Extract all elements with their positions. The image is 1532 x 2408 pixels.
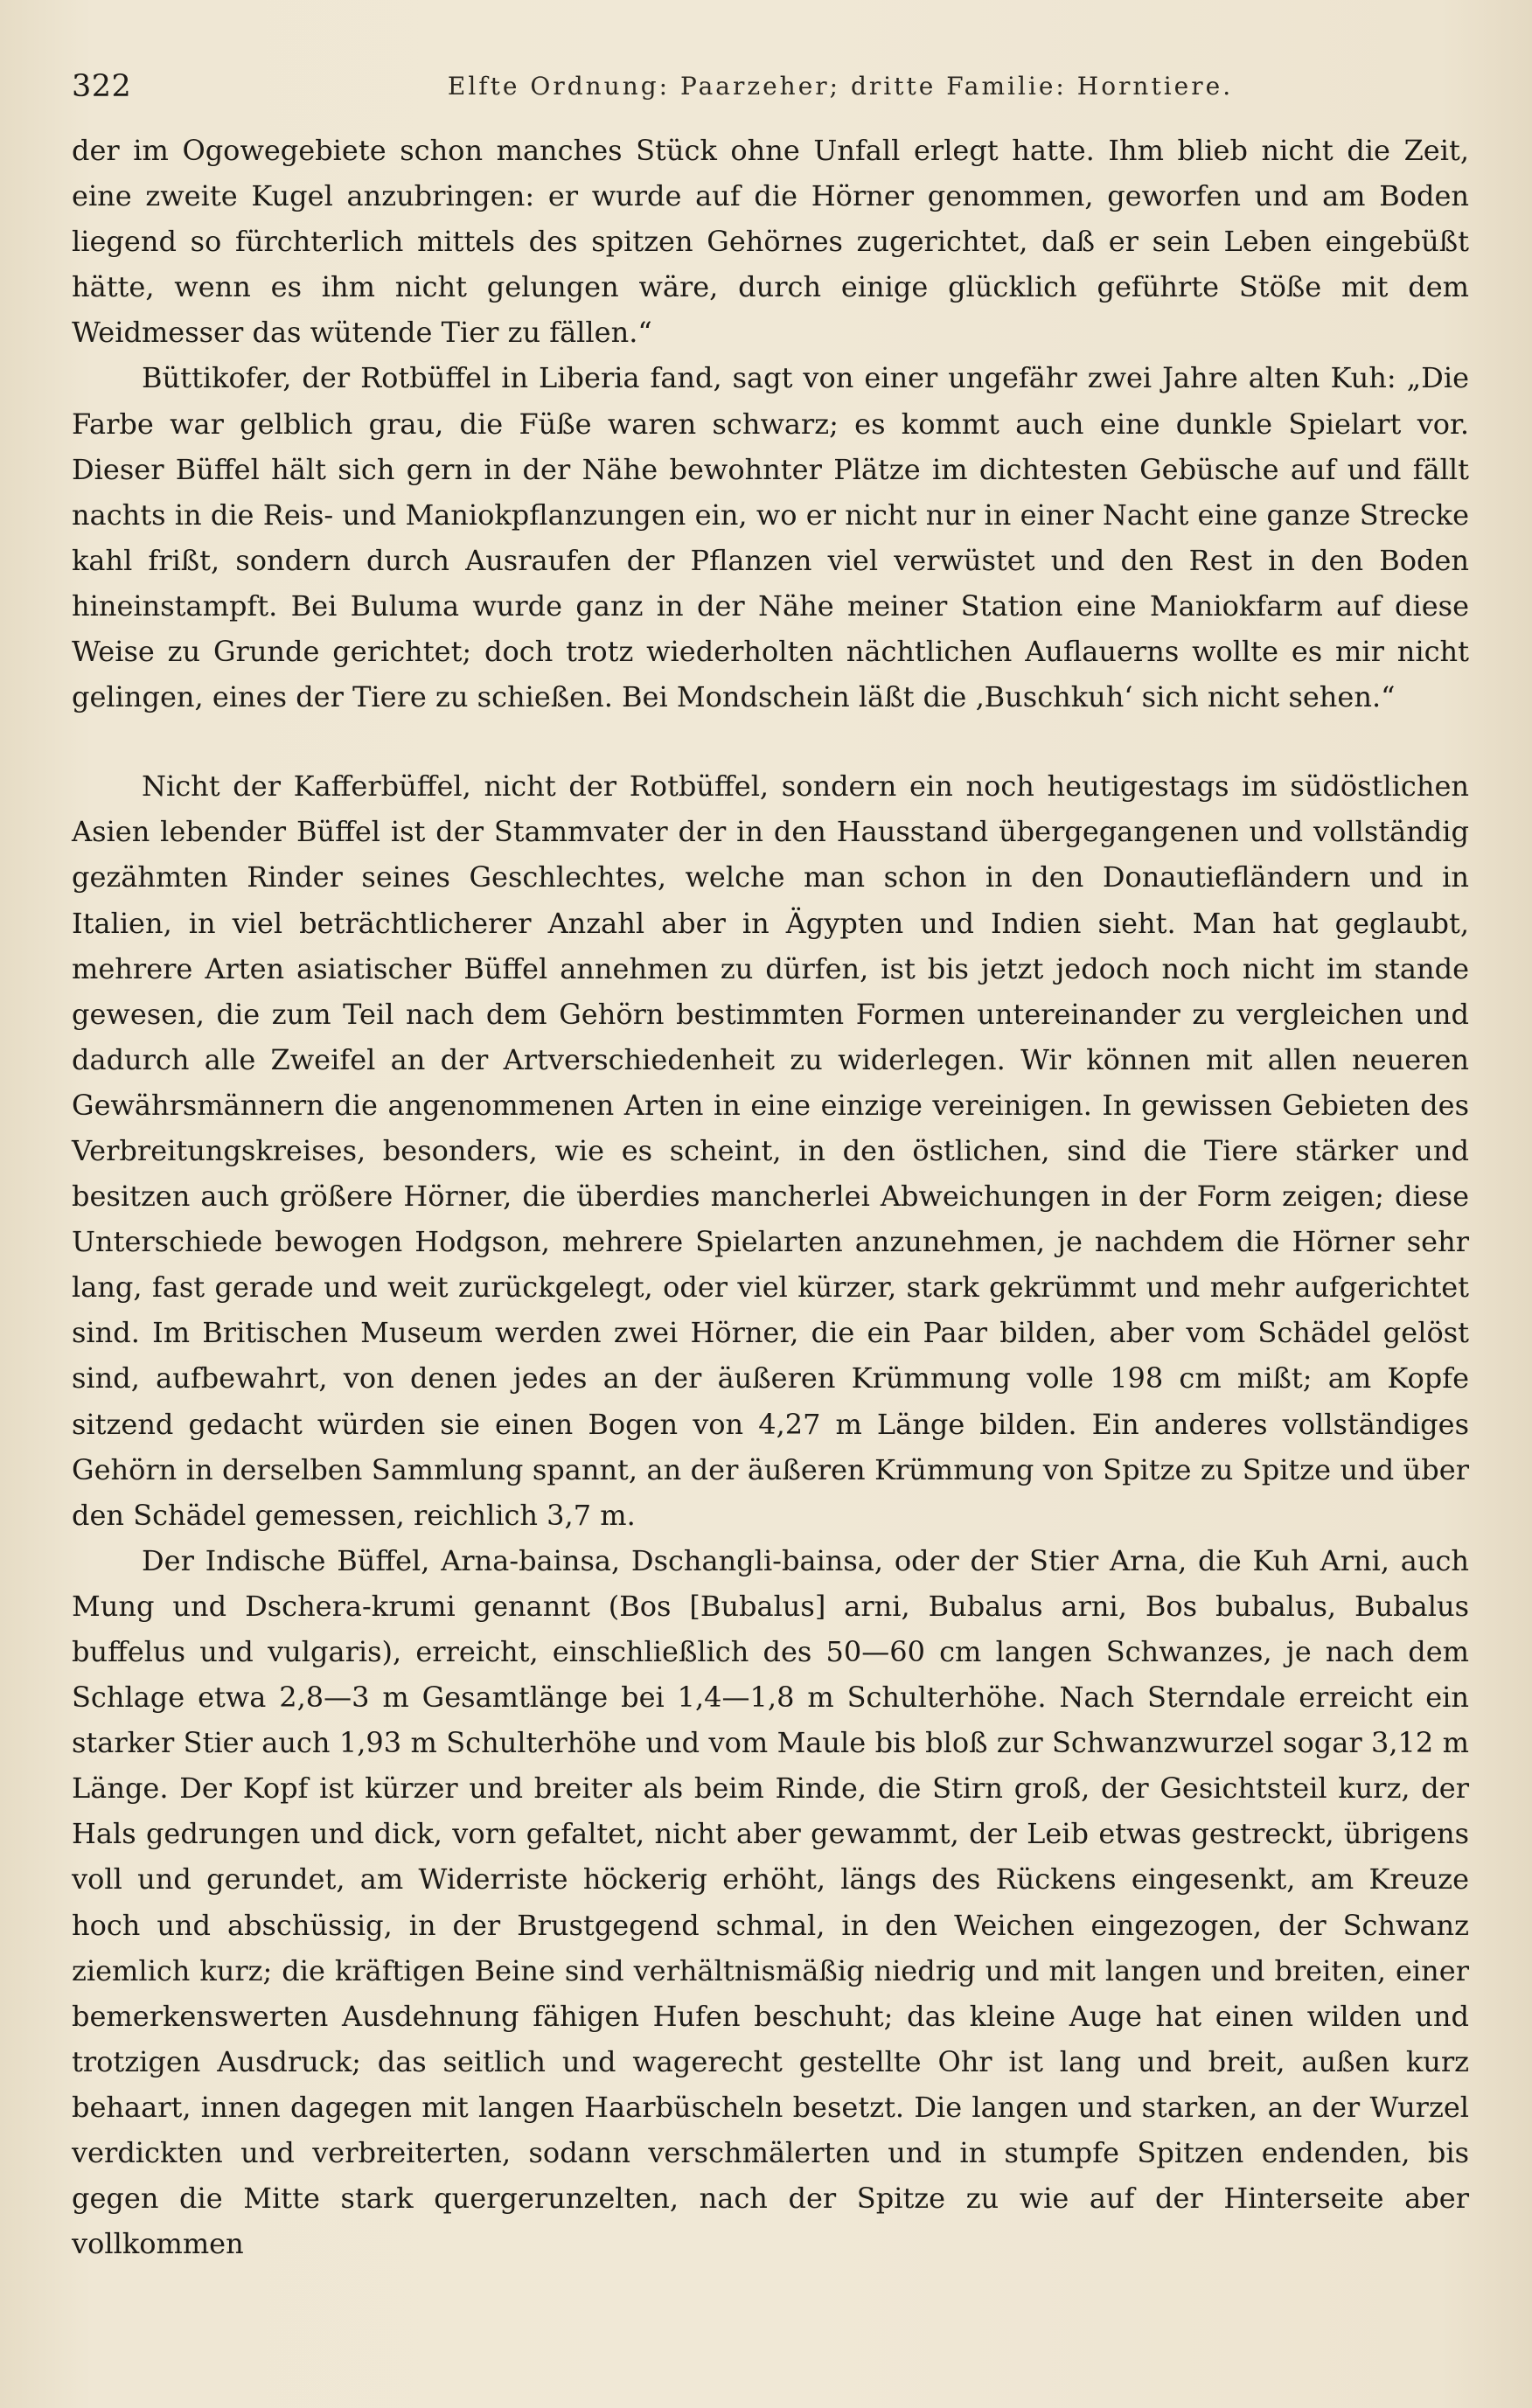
paragraph-buettikofer-quote: Büttikofer, der Rotbüffel in Liberia fand, sagt von einer ungefähr zwei Jahre alten Kuh: „Die Farbe war gelblich grau, die Füße waren schwarz; es kommt auch eine dunkle Spielart vor. Dieser Büffel hält sich gern in der Nähe bewohnter Plätze im dichtesten Gebüsche auf und fällt nachts in die Reis- und Maniokpflanzungen ein, wo er nicht nur in einer Nacht eine ganze Strecke kahl frißt, sondern durch Ausraufen der Pflanzen viel verwüstet und den Rest in den Boden hineinstampft. Bei Buluma wurde ganz in der Nähe meiner Station eine Maniokfarm auf diese Weise zu Grunde gerichtet; doch trotz wiederholten nächtlichen Auflauerns wollte es mir nicht gelingen, eines der Tiere zu schießen. Bei Mondschein läßt die ‚Buschkuh‘ sich nicht sehen.“ <box>72 361 1469 714</box>
paragraph-asian-buffalo: Nicht der Kafferbüffel, nicht der Rotbüffel, sondern ein noch heutigestags im südöstlichen Asien lebender Büffel ist der Stammvater der in den Hausstand übergegangenen und vollständig gezähmten Rinder seines Geschlechtes, welche man schon in den Donautiefländern und in Italien, in viel beträchtlicherer Anzahl aber in Ägypten und Indien sieht. Man hat geglaubt, mehrere Arten asiatischer Büffel annehmen zu dürfen, ist bis jetzt jedoch noch nicht im stande gewesen, die zum Teil nach dem Gehörn bestimmten Formen untereinander zu vergleichen und dadurch alle Zweifel an der Artverschiedenheit zu widerlegen. Wir können mit allen neueren Gewährsmännern die angenommenen Arten in eine einzige vereinigen. In gewissen Gebieten des Verbreitungskreises, besonders, wie es scheint, in den östlichen, sind die Tiere stärker und besitzen auch größere Hörner, die überdies mancherlei Abweichungen in der Form zeigen; diese Unterschiede bewogen Hodgson, mehrere Spielarten anzunehmen, je nachdem die Hörner sehr lang, fast gerade und weit zurückgelegt, oder viel kürzer, stark gekrümmt und mehr aufgerichtet sind. Im Britischen Museum werden zwei Hörner, die ein Paar bilden, aber vom Schädel gelöst sind, aufbewahrt, von denen jedes an der äußeren Krümmung volle 198 cm mißt; am Kopfe sitzend gedacht würden sie einen Bogen von 4,27 m Länge bilden. Ein anderes vollständiges Gehörn in derselben Sammlung spannt, an der äußeren Krümmung von Spitze zu Spitze und über den Schädel gemessen, reichlich 3,7 m. <box>72 769 1469 1532</box>
page-header <box>72 65 1469 108</box>
page-number: 322 <box>72 69 132 104</box>
paragraph-indian-buffalo: Der Indische Büffel, Arna-bainsa, Dschangli-bainsa, oder der Stier Arna, die Kuh Arni, auch Mung und Dschera-krumi genannt (Bos [Bubalus] arni, Bubalus arni, Bos bubalus, Bubalus buffelus und vulgaris), erreicht, einschließlich des 50—60 cm langen Schwanzes, je nach dem Schlage etwa 2,8—3 m Gesamtlänge bei 1,4—1,8 m Schulterhöhe. Nach Sterndale erreicht ein starker Stier auch 1,93 m Schulterhöhe und vom Maule bis bloß zur Schwanzwurzel sogar 3,12 m Länge. Der Kopf ist kürzer und breiter als beim Rinde, die Stirn groß, der Gesichtsteil kurz, der Hals gedrungen und dick, vorn gefaltet, nicht aber gewammt, der Leib etwas gestreckt, übrigens voll und gerundet, am Widerriste höckerig erhöht, längs des Rückens eingesenkt, am Kreuze hoch und abschüssig, in der Brustgegend schmal, in den Weichen eingezogen, der Schwanz ziemlich kurz; die kräftigen Beine sind verhältnismäßig niedrig und mit langen und breiten, einer bemerkenswerten Ausdehnung fähigen Hufen beschuht; das kleine Auge hat einen wilden und trotzigen Ausdruck; das seitlich und wagerecht gestellte Ohr ist lang und breit, außen kurz behaart, innen dagegen mit langen Haarbüscheln besetzt. Die langen und starken, an der Wurzel verdickten und verbreiterten, sodann verschmälerten und in stumpfe Spitzen endenden, bis gegen die Mitte stark quergerunzelten, nach der Spitze zu wie auf der Hinterseite aber vollkommen <box>72 1543 1469 2261</box>
body-text <box>72 128 1469 2266</box>
running-title: Elfte Ordnung: Paarzeher; dritte Familie: Horntiere. <box>447 72 1234 101</box>
paragraph-continuation: der im Ogowegebiete schon manches Stück ohne Unfall erlegt hatte. Ihm blieb nicht die Zeit, eine zweite Kugel anzubringen: er wurde auf die Hörner genommen, geworfen und am Boden liegend so fürchterlich mittels des spitzen Gehörnes zugerichtet, daß er sein Leben eingebüßt hätte, wenn es ihm nicht gelungen wäre, durch einige glücklich geführte Stöße mit dem Weidmesser das wütende Tier zu fällen.“ <box>72 134 1469 350</box>
